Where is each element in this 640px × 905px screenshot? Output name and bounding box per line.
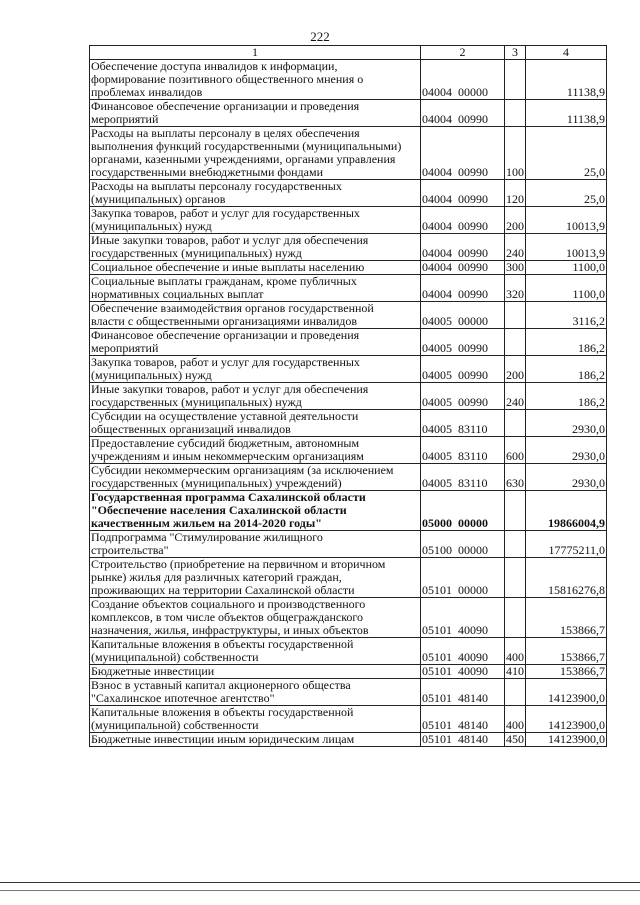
row-code: 04005 00000 (421, 302, 505, 329)
row-amount: 186,2 (526, 383, 607, 410)
row-amount: 3116,2 (526, 302, 607, 329)
row-name: Капитальные вложения в объекты государственной (муниципальной) собственности (90, 638, 421, 665)
row-name: Обеспечение доступа инвалидов к информации, формирование позитивного общественного мнения о проблемах инвалидов (90, 60, 421, 100)
row-name: Социальное обеспечение и иные выплаты населению (90, 261, 421, 275)
row-code: 05101 40090 (421, 665, 505, 679)
row-name: Расходы на выплаты персоналу государственных (муниципальных) органов (90, 180, 421, 207)
row-code: 05101 00000 (421, 558, 505, 598)
row-expense-type (505, 558, 526, 598)
row-amount: 1100,0 (526, 261, 607, 275)
row-code: 05101 40090 (421, 598, 505, 638)
row-amount: 17775211,0 (526, 531, 607, 558)
row-name: Строительство (приобретение на первичном и вторичном рынке) жилья для различных категорий граждан, проживающих на территории Сахалинской области (90, 558, 421, 598)
row-amount: 14123900,0 (526, 733, 607, 747)
row-amount: 2930,0 (526, 464, 607, 491)
row-expense-type: 120 (505, 180, 526, 207)
column-header-code: 2 (421, 46, 505, 60)
row-amount: 153866,7 (526, 638, 607, 665)
row-expense-type: 100 (505, 127, 526, 180)
table-row (90, 261, 607, 275)
row-code: 04004 00990 (421, 100, 505, 127)
row-code: 04005 00990 (421, 356, 505, 383)
row-code: 04004 00000 (421, 60, 505, 100)
row-code: 04005 83110 (421, 437, 505, 464)
table-row (90, 100, 607, 127)
row-code: 04004 00990 (421, 127, 505, 180)
row-amount: 2930,0 (526, 437, 607, 464)
row-amount: 19866004,9 (526, 491, 607, 531)
row-name: Капитальные вложения в объекты государственной (муниципальной) собственности (90, 706, 421, 733)
row-expense-type: 200 (505, 356, 526, 383)
row-expense-type: 400 (505, 706, 526, 733)
row-code: 04004 00990 (421, 234, 505, 261)
row-name: Бюджетные инвестиции (90, 665, 421, 679)
row-amount: 186,2 (526, 356, 607, 383)
row-amount: 1100,0 (526, 275, 607, 302)
table-row (90, 127, 607, 180)
row-expense-type (505, 302, 526, 329)
table-row (90, 329, 607, 356)
table-row (90, 531, 607, 558)
table-row (90, 383, 607, 410)
row-amount: 25,0 (526, 180, 607, 207)
row-code: 04005 00990 (421, 383, 505, 410)
row-name: Субсидии некоммерческим организациям (за исключением государственных (муниципальных) учреждений) (90, 464, 421, 491)
row-expense-type (505, 410, 526, 437)
row-amount: 11138,9 (526, 100, 607, 127)
page-number: 222 (310, 29, 330, 44)
row-name: Иные закупки товаров, работ и услуг для обеспечения государственных (муниципальных) нужд (90, 234, 421, 261)
row-expense-type: 450 (506, 732, 524, 746)
row-amount: 186,2 (526, 329, 607, 356)
row-code: 05101 48140 (421, 733, 505, 747)
table-row (90, 60, 607, 100)
row-name: Субсидии на осуществление уставной деятельности общественных организаций инвалидов (90, 410, 421, 437)
table-row (90, 706, 607, 733)
row-code: 05100 00000 (421, 531, 505, 558)
row-name: Взнос в уставный капитал акционерного общества "Сахалинское ипотечное агентство" (90, 679, 421, 706)
header-row (90, 46, 607, 60)
table-row (90, 638, 607, 665)
row-expense-type: 600 (505, 437, 526, 464)
row-expense-type: 320 (505, 275, 526, 302)
row-name: Иные закупки товаров, работ и услуг для обеспечения государственных (муниципальных) нужд (90, 383, 421, 410)
column-header-amount: 4 (526, 46, 607, 60)
table-row (90, 275, 607, 302)
row-expense-type: 300 (506, 260, 524, 274)
row-code: 05101 40090 (421, 638, 505, 665)
row-code: 04005 83110 (421, 464, 505, 491)
row-expense-type: 630 (505, 464, 526, 491)
table-row (90, 733, 607, 747)
table-row (90, 356, 607, 383)
row-expense-type (505, 60, 526, 100)
bottom-divider-secondary (0, 890, 640, 891)
row-name: Закупка товаров, работ и услуг для государственных (муниципальных) нужд (90, 207, 421, 234)
table-row (90, 410, 607, 437)
row-amount: 10013,9 (526, 234, 607, 261)
row-expense-type (505, 329, 526, 356)
row-name: Закупка товаров, работ и услуг для государственных (муниципальных) нужд (90, 356, 421, 383)
row-code: 04004 00990 (421, 207, 505, 234)
table-row (90, 234, 607, 261)
row-amount: 153866,7 (526, 665, 607, 679)
row-expense-type (505, 531, 526, 558)
table-row (90, 679, 607, 706)
row-name: Государственная программа Сахалинской области "Обеспечение населения Сахалинской области качественным жильем на 2014-2020 годы" (90, 491, 421, 531)
row-name: Создание объектов социального и производственного комплексов, в том числе объектов общегражданского назначения, жилья, инфраструктуры, и иных объектов (90, 598, 421, 638)
table-row (90, 464, 607, 491)
table-row (90, 302, 607, 329)
table-row (90, 437, 607, 464)
row-expense-type (505, 491, 526, 531)
row-code: 05101 48140 (421, 706, 505, 733)
table-body (90, 60, 607, 747)
budget-table (89, 45, 607, 747)
bottom-divider (0, 882, 640, 883)
column-header-expense-type: 3 (505, 46, 526, 60)
row-name: Финансовое обеспечение организации и проведения мероприятий (90, 100, 421, 127)
row-expense-type: 400 (505, 638, 526, 665)
row-expense-type: 240 (505, 234, 526, 261)
row-expense-type (505, 598, 526, 638)
row-expense-type (505, 100, 526, 127)
row-code: 04004 00990 (421, 180, 505, 207)
row-name: Обеспечение взаимодействия органов государственной власти с общественными организациями инвалидов (90, 302, 421, 329)
row-expense-type: 200 (505, 207, 526, 234)
row-code: 05000 00000 (421, 491, 505, 531)
row-amount: 2930,0 (526, 410, 607, 437)
table-row (90, 207, 607, 234)
row-name: Подпрограмма "Стимулирование жилищного строительства" (90, 531, 421, 558)
row-amount: 14123900,0 (526, 706, 607, 733)
row-expense-type: 240 (505, 383, 526, 410)
table-row (90, 180, 607, 207)
row-amount: 11138,9 (526, 60, 607, 100)
column-header-name: 1 (90, 46, 421, 60)
row-code: 04004 00990 (421, 261, 505, 275)
table-row (90, 558, 607, 598)
table-row (90, 491, 607, 531)
row-amount: 15816276,8 (526, 558, 607, 598)
row-amount: 14123900,0 (526, 679, 607, 706)
row-name: Социальные выплаты гражданам, кроме публичных нормативных социальных выплат (90, 275, 421, 302)
row-name: Финансовое обеспечение организации и проведения мероприятий (90, 329, 421, 356)
row-code: 04005 00990 (421, 329, 505, 356)
row-amount: 153866,7 (526, 598, 607, 638)
row-name: Предоставление субсидий бюджетным, автономным учреждениям и иным некоммерческим организациям (90, 437, 421, 464)
row-name: Бюджетные инвестиции иным юридическим лицам (90, 733, 421, 747)
row-code: 05101 48140 (421, 679, 505, 706)
table-row (90, 665, 607, 679)
row-expense-type: 410 (506, 664, 524, 678)
row-name: Расходы на выплаты персоналу в целях обеспечения выполнения функций государственными (муниципальными) органами, казенными учреждениями, органами управления государственными внебюджетными фондами (90, 127, 421, 180)
row-amount: 10013,9 (526, 207, 607, 234)
row-code: 04005 83110 (421, 410, 505, 437)
row-amount: 25,0 (526, 127, 607, 180)
row-code: 04004 00990 (421, 275, 505, 302)
row-expense-type (505, 679, 526, 706)
table-row (90, 598, 607, 638)
